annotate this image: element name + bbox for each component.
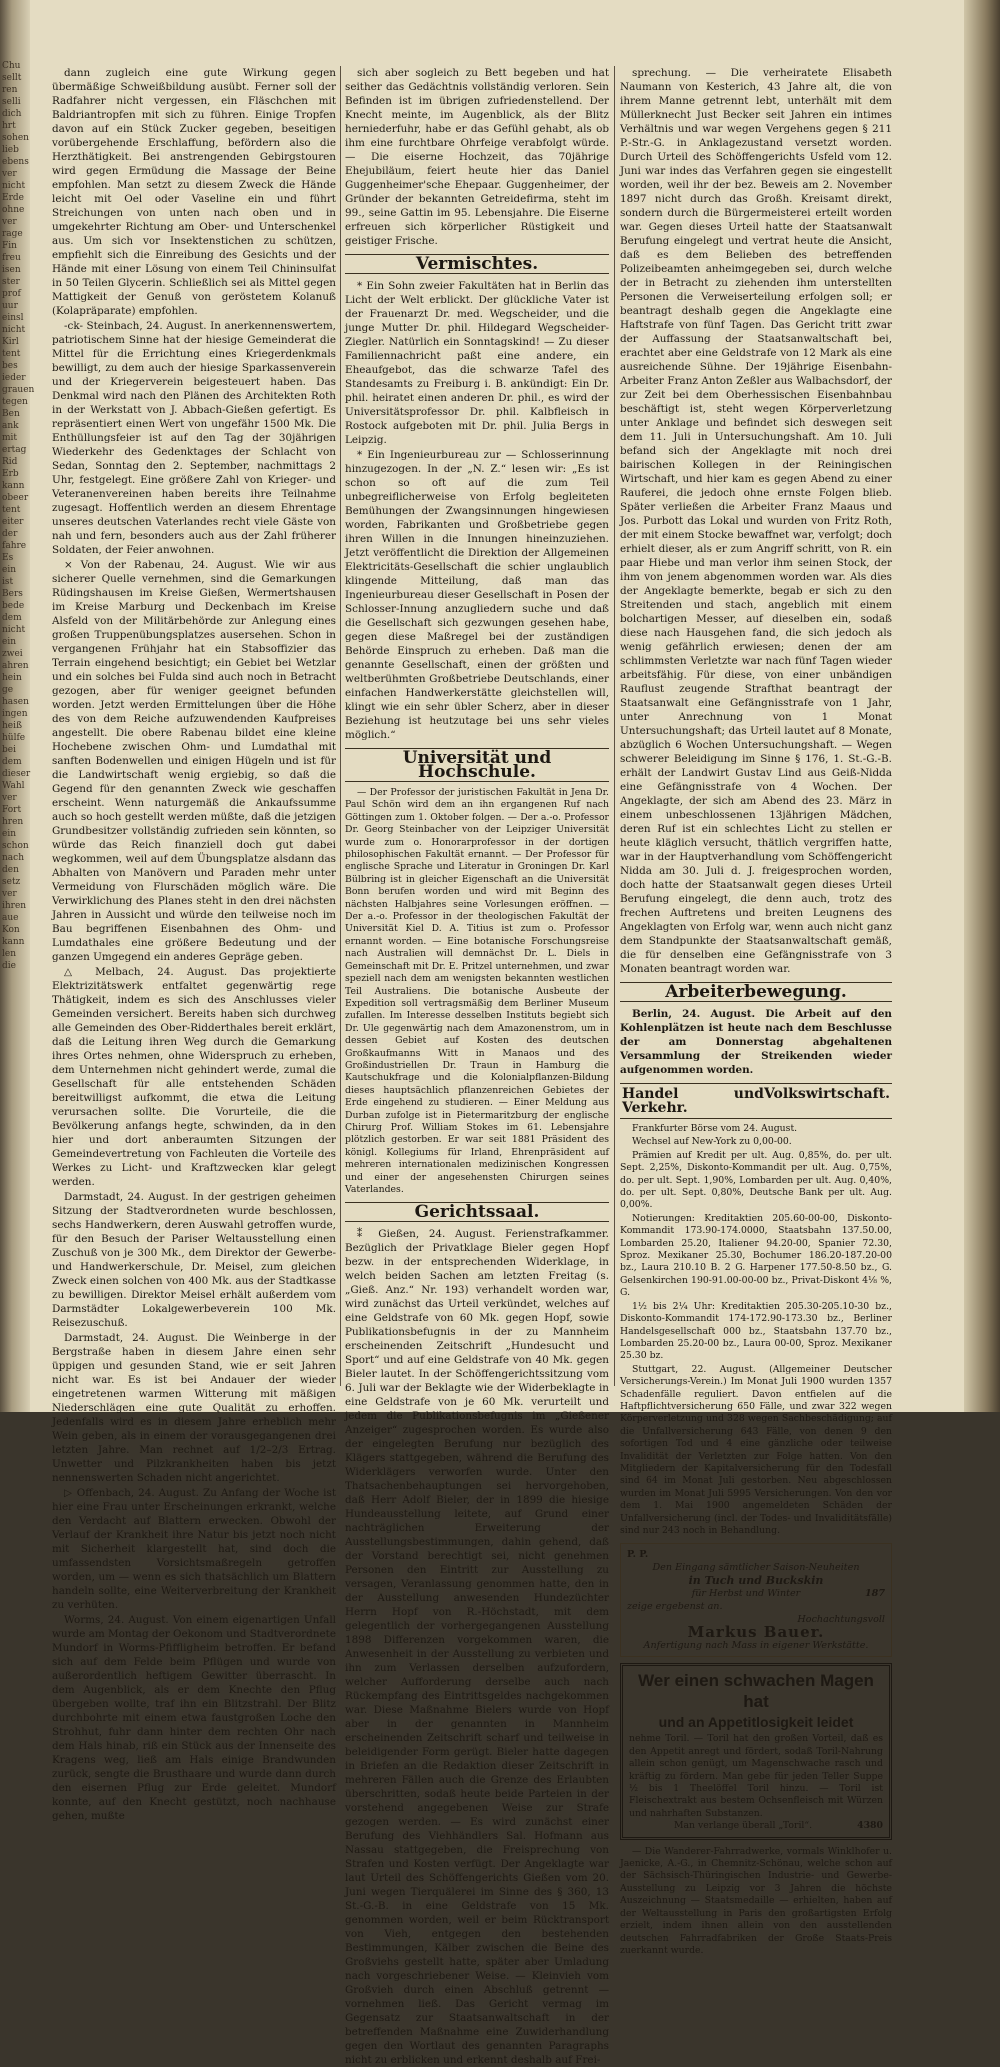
strip-line: Fin <box>2 241 17 251</box>
strip-line: ingen <box>2 709 28 719</box>
section-title-gerichtssaal: Gerichtssaal. <box>345 1202 609 1222</box>
strip-line: aue <box>2 913 19 923</box>
strip-line: dem <box>2 613 22 623</box>
strip-line: ster <box>2 277 20 287</box>
strip-line: ertag <box>2 445 27 455</box>
paragraph: Prämien auf Kredit per ult. Aug. 0,85%, do. per ult. Sept. 2,25%, Diskonto-Kommandit per ult. Aug. 0,75%, do. per ult. Sept. 1,90%, Lombarden per ult. Aug. 0,40%, do. per ult. Sept. 0,80%, Deutsche Bank per ult. Aug. 0,00%. <box>620 1149 892 1211</box>
header-volkswirtschaft: Volkswirtschaft. <box>763 1086 890 1102</box>
ad-greeting: Hochachtungsvoll <box>797 1614 885 1626</box>
strip-line: setz <box>2 877 21 887</box>
strip-line: Erb <box>2 469 19 479</box>
column-2 <box>345 66 609 2067</box>
strip-line: hren <box>2 817 24 827</box>
strip-line: zwei <box>2 649 23 659</box>
paragraph: Frankfurter Börse vom 24. August. <box>632 1123 798 1134</box>
strip-line: kann <box>2 481 25 491</box>
strip-line: rage <box>2 229 23 239</box>
paragraph: Stuttgart, 22. August. (Allgemeiner Deutscher Versicherungs-Verein.) Im Monat Juli 1900 wurden 1357 Schadenfälle reguliert. Davon entfielen auf die Haftpflichtversicherung 650 Fälle, und zwar 322 wegen Körperverletzung und 328 wegen Sachbeschädigung; auf die Unfallversicherung 643 Fälle, von denen 9 den sofortigen Tod und 4 eine gänzliche oder teilweise Invalidität der Verletzten zur Folge hatten. Von den Mitgliedern der Kapitalversicherung für den Todesfall sind 64 im Monat Juli gestorben. Neu abgeschlossen wurden im Monat Juli 5995 Versicherungen. Von den vor dem 1. Mai 1900 angemeldeten Schäden der Unfallversicherung (incl. der Todes- und Invaliditätsfälle) sind nur 243 noch in Behandlung. <box>620 1363 892 1536</box>
section-title-vermischtes: Vermischtes. <box>345 254 609 274</box>
paragraph: Notierungen: Kreditaktien 205.60-00-00, Diskonto-Kommandit 173.90-174.0000, Staatsbahn 137.50.00, Lombarden 25.20, Italiener 94.20-00, Spanier 72.30, Sproz. Mexikaner 25.30, Bochumer 186.20-187.20-00 bz., Laura 210.10 B. 2 G. Harpener 177.50-8.50 bz., G. Gelsenkirchen 190-91.00-00-00 bz., Privat-Diskont 4⅛ %, G. <box>620 1212 892 1299</box>
strip-line: len <box>2 949 17 959</box>
ad-pp: P. P. <box>627 1549 649 1561</box>
adjacent-page-strip <box>2 60 35 1360</box>
strip-line: ieder <box>2 373 26 383</box>
strip-line: Fort <box>2 805 22 815</box>
strip-line: schon <box>2 841 29 851</box>
strip-line: sellt <box>2 73 22 83</box>
strip-line: kann <box>2 937 25 947</box>
strip-line: obeer <box>2 493 29 503</box>
strip-line: dieser <box>2 769 31 779</box>
paragraph: * Ein Sohn zweier Fakultäten hat in Berlin das Licht der Welt erblickt. Der glückliche Vater ist der Frauenarzt Dr. med. Wegscheider, und die junge Mutter Dr. phil. Hildegard Wegscheider-Ziegler. Natürlich ein Sonntagskind! — Zu dieser Familiennachricht paßt eine andere, ein Eheaufgebot, das die schwarze Tafel des Standesamts zu Freiburg i. B. ankündigt: Ein Dr. phil. heiratet einen anderen Dr. phil., es wird der Universitätsprofessor Dr. phil. Kalbfleisch in Rostock aufgeboten mit Dr. phil. Julia Bergs in Leipzig. <box>345 280 609 446</box>
paragraph: — Die Wanderer-Fahrradwerke, vormals Winklhofer u. Jaenicke, A.-G., in Chemnitz-Schönau, welche schon auf der Sächsisch-Thüringischen Industrie- und Gewerbe-Ausstellung zu Leipzig vor 3 Jahren die höchste Auszeichnung — Staatsmedaille — erhielten, haben auf der Weltausstellung in Paris den großartigsten Erfolg erzielt, indem ihnen allein von den ausstellenden deutschen Fahrradfabriken der Große Staats-Preis zuerkannt wurde. <box>620 1845 892 1956</box>
strip-line: nicht <box>2 625 26 635</box>
column-rule-2 <box>614 66 615 1386</box>
paragraph: Darmstadt, 24. August. In der gestrigen geheimen Sitzung der Stadtverordneten wurde beschlossen, sechs Handwerkern, deren Auswahl getroffen wurde, für den Besuch der Pariser Weltausstellung einen Zuschuß von je 300 Mk., dem Direktor der Gewerbe- und Handwerkerschule, Dr. Meisel, zum gleichen Zweck einen solchen von 400 Mk. aus der Stadtkasse zu bewilligen. Direktor Meisel erhält außerdem vom Darmstädter Lokalgewerbeverein 100 Mk. Reisezuschuß. <box>52 1191 336 1329</box>
column-3 <box>620 66 892 1956</box>
ad-sig: zeige ergebenst an. <box>627 1601 723 1613</box>
paragraph: Darmstadt, 24. August. Die Weinberge in der Bergstraße haben in diesem Jahre einen sehr üppigen und gesunden Stand, wie er seit Jahren nicht war. Es ist bei Andauer der wieder eingetretenen warmen Witterung mit mäßigen Niederschlägen eine gute Qualität zu erhoffen. Jedenfalls wird es in diesem Jahre erheblich mehr Wein geben, als in einem der vorausgegangenen drei letzten Jahre. Man rechnet auf 1/2–2/3 Ertrag. Unwetter und Pilzkrankheiten haben bis jetzt nennenswerten Schaden nicht angerichtet. <box>52 1332 336 1484</box>
strip-line: ver <box>2 793 17 803</box>
strip-line: tent <box>2 505 21 515</box>
strip-line: der <box>2 529 18 539</box>
ad-intro: Den Eingang sämtlicher Saison-Neuheiten <box>652 1562 860 1574</box>
strip-line: uur <box>2 301 18 311</box>
strip-line: hein <box>2 673 22 683</box>
strip-line: lieb <box>2 145 19 155</box>
strip-line: ihren <box>2 901 27 911</box>
strip-line: dich <box>2 109 22 119</box>
paragraph: ⨯ Von der Rabenau, 24. August. Wie wir aus sicherer Quelle vernehmen, sind die Gemarkungen Rüdingshausen im Kreise Gießen, Wermertshausen im Kreise Marburg und Deckenbach im Kreise Alsfeld von der Militärbehörde zur Anlegung eines großen Truppenübungsplatzes ausersehen. Schon in vergangenen Frühjahr hat ein Stabsoffizier das Terrain eingehend besichtigt; ein Gebiet bei Wetzlar und ein solches bei Fulda sind auch noch in Betracht gezogen, aber für weniger geeignet befunden worden. Jetzt werden Ermittelungen über die Höhe des von dem Reiche aufzuwendenden Kaufpreises angestellt. Die obere Rabenau bildet eine kleine Hochebene zwischen Ohm- und Lumdathal mit sanften Bodenwellen und einigen Hügeln und ist für die Landwirtschaft wenig ergiebig, so daß die Gegend für den genannten Zweck wie geschaffen erscheint. Wenn naturgemäß die Ankaufssumme auch so hoch gestellt werden müßte, daß die jetzigen Grundbesitzer vollständig zufrieden sein könnten, so würde das Reich finanziell doch gut dabei wegkommen, weil auf dem Übungsplatze alsdann das Abhalten von Manövern und Paraden mehr unter Vermeidung von Flurschäden möglich wäre. Die Verwirklichung des Planes steht in den drei nächsten Jahren in Aussicht und würde den teilweise noch im Bau begriffenen Eisenbahnen des Ohm- und Lumdathales eine größere Bedeutung und der ganzen Umgegend ein anderes Gepräge geben. <box>52 559 336 963</box>
advertisement-markus-bauer <box>620 1543 892 1657</box>
strip-line: ein <box>2 637 17 647</box>
strip-line: Rid <box>2 457 18 467</box>
strip-line: die <box>2 961 16 971</box>
strip-line: den <box>2 865 19 875</box>
ad-mid2: für Herbst und Winter <box>691 1588 801 1600</box>
paragraph: * Ein Ingenieurbureau zur — Schlosserinnung hinzugezogen. In der „N. Z.“ lesen wir: „Es ist schon so oft auf die zum Teil unbegreiflicherweise von Erfolg begleiteten Bemühungen der Zwangsinnungen hingewiesen worden, Fabrikanten und Großbetriebe gegen ihren Willen in die Innungen hineinzuziehen. Jetzt veröffentlicht die Direktion der Allgemeinen Elektricitäts-Gesellschaft die schier unglaublich klingende Mitteilung, daß man das Ingenieurbureau dieser Gesellschaft in Posen der Schlosser-Innung anzugliedern suche und daß die Gesellschaft sich gezwungen gesehen habe, gegen diese Maßregel bei der zuständigen Behörde Einspruch zu erheben. Daß man die genannte Gesellschaft, einen der größten und weltberühmten Großbetriebe Deutschlands, einer einfachen Handwerkerstätte gleichstellen will, klingt wie ein sehr übler Scherz, aber in dieser Beziehung ist heutzutage bei uns sehr vieles möglich.“ <box>345 449 609 741</box>
ad-name: Markus Bauer. <box>687 1623 825 1642</box>
strip-line: dem <box>2 757 22 767</box>
strip-line: sohen <box>2 133 29 143</box>
strip-line: Ben <box>2 409 20 419</box>
strip-line: heiß <box>2 721 23 731</box>
strip-line: einsl <box>2 313 24 323</box>
strip-line: Bers <box>2 589 23 599</box>
header-handel: Handel und Verkehr. <box>622 1086 764 1116</box>
strip-line: Erde <box>2 193 24 203</box>
strip-line: nicht <box>2 325 26 335</box>
ad-mid: in Tuch und Buckskin <box>688 1574 824 1588</box>
paragraph: dann zugleich eine gute Wirkung gegen übermäßige Schweißbildung ausübt. Ferner soll der Radfahrer nicht vergessen, ein Fläschchen mit Baldriantropfen mit sich zu führen. Einige Tropfen davon auf ein Stück Zucker gegeben, beseitigen vorübergehende Erschlaffung, befördern also die Herzthätigkeit. Bei anstrengenden Gebirgstouren wird gegen Ermüdung die Massage der Beine empfohlen. Man setzt zu diesem Zweck die Hände leicht mit Oel oder Vaseline ein und führt Streichungen von unten nach oben und in umgekehrter Richtung am Ober- und Unterschenkel aus. Um sich vor Insektenstichen zu schützen, empfiehlt sich die Einreibung des Gesichts und der Hände mit einer Lösung von einem Teil Chininsulfat in 50 Teilen Glycerin. Schließlich sei als Mittel gegen Mattigkeit der Genuß von geröstetem Kolanuß (Kolapräparate) empfohlen. <box>52 67 336 317</box>
paragraph: 1½ bis 2¼ Uhr: Kreditaktien 205.30-205.10-30 bz., Diskonto-Kommandit 174-172.90-173.30 bz., Berliner Handelsgesellschaft 000 bz., Staatsbahn 137.70 bz., Lombarden 25.20-00 bz., Laura 00-00, Sproz. Mexikaner 25.30 bz. <box>620 1300 892 1362</box>
section-title-arbeiterbewegung: Arbeiterbewegung. <box>620 982 892 1002</box>
advertisement-toril <box>620 1663 892 1839</box>
strip-line: selli <box>2 97 21 107</box>
page-edge-right <box>964 0 1000 1412</box>
strip-line: ein <box>2 829 17 839</box>
column-1 <box>52 66 336 1822</box>
paragraph: ▷ Offenbach, 24. August. Zu Anfang der Woche ist hier eine Frau unter Erscheinungen erkrankt, welche den Verdacht auf Blattern erwecken. Obwohl der Verlauf der Krankheit ihre Natur bis jetzt noch nicht mit Sicherheit klargestellt hat, sind doch die umfassendsten Vorsichtsmaßregeln getroffen worden, um — wenn es sich thatsächlich um Blattern handeln sollte, eine Weiterverbreitung der Krankheit zu verhüten. <box>52 1487 336 1611</box>
strip-line: Kirl <box>2 337 19 347</box>
strip-line: ahren <box>2 661 29 671</box>
ad2-body: nehme Toril. — Toril hat den großen Vorteil, daß es den Appetit anregt und fördert, sodaß Toril-Nahrung allein schon genügt, um Magenschwache rasch und kräftig zu fördern. Man gebe für jeden Teller Suppe ½ bis 1 Theelöffel Toril hinzu. — Toril ist Fleischextrakt aus bestem Ochsenfleisch mit Würzen und nahrhaften Substanzen. <box>629 1733 883 1819</box>
column-rule-1 <box>340 66 341 1386</box>
strip-line: ohne <box>2 205 25 215</box>
ad2-headline-2: und an Appetitlosigkeit leidet <box>658 1714 854 1731</box>
ad2-footer: Man verlange überall „Toril“. <box>674 1820 813 1832</box>
strip-line: ebens <box>2 157 29 167</box>
finance-header <box>620 1083 892 1119</box>
strip-line: isen <box>2 265 21 275</box>
section-title-universitaet: Universität und Hochschule. <box>345 748 609 782</box>
strip-line: hasen <box>2 697 29 707</box>
paragraph: Wechsel auf New-York zu 0,00-00. <box>632 1136 792 1148</box>
ad2-number: 4380 <box>857 1820 883 1832</box>
strip-line: ver <box>2 169 17 179</box>
paragraph: Berlin, 24. August. Die Arbeit auf den Kohlenplätzen ist heute nach dem Beschlusse der am Donnerstag abgehaltenen Versammlung der Streikenden wieder aufgenommen worden. <box>620 1008 892 1076</box>
strip-line: bede <box>2 601 25 611</box>
strip-line: Chu <box>2 61 21 71</box>
paragraph: -ck- Steinbach, 24. August. In anerkennenswertem, patriotischem Sinne hat der hiesige Gemeinderat die Mittel für die Errichtung eines Kriegerdenkmals bewilligt, zu dem auch der hiesige Sparkassenverein und der Kriegerverein beigesteuert haben. Das Denkmal wird nach den Plänen des Architekten Roth in der Werkstatt von J. Abbach-Gießen gefertigt. Es repräsentiert einen Wert von ungefähr 1500 Mk. Die Enthüllungsfeier ist auf den Tag der 30jährigen Wiederkehr des Gedenktages der Schlacht von Sedan, Sonntag den 2. September, nachmittags 2 Uhr, festgelegt. Eine größere Zahl von Krieger- und Veteranenvereinen haben bereits ihre Teilnahme zugesagt. Hoffentlich werden an diesem Ehrentage unseres deutschen Vaterlandes recht viele Gäste von nah und fern, besonders auch aus der Zahl früherer Soldaten, der Feier anwohnen. <box>52 320 336 556</box>
strip-line: ein <box>2 565 17 575</box>
strip-line: freu <box>2 253 21 263</box>
strip-line: ank <box>2 421 19 431</box>
strip-line: tegen <box>2 397 28 407</box>
strip-line: hülfe <box>2 733 26 743</box>
ad2-headline-1: Wer einen schwachen Magen hat <box>638 1671 874 1712</box>
paragraph: Worms, 24. August. Von einem eigenartigen Unfall wurde am Montag der Oekonom und Stadtverordnete Mundorf in Worms-Pfiffligheim betroffen. Er befand sich auf dem Felde beim Pflügen und wurde von außerordentlich heftigem Gewitter überrascht. In dem Augenblick, als er dem Knechte den Pflug übergeben wollte, traf ihn ein Blitzstrahl. Der Blitz durchbohrte mit einem etwa faustgroßen Loche den Strohhut, fuhr dann hinter dem rechten Ohr nach dem Hals hinab, riß ein Stück aus der Innenseite des Kragens weg, ließ am Hals einige Brandwunden zurück, sengte die Brusthaare und wurde dann durch den eisernen Pflug zur Erde geleitet. Mundorf konnte, auf den Knecht gestützt, noch nachhause gehen, mußte <box>52 1614 336 1822</box>
strip-line: ren <box>2 85 18 95</box>
strip-line: ver <box>2 217 17 227</box>
strip-line: nicht <box>2 181 26 191</box>
ad-number: 187 <box>864 1588 885 1600</box>
paragraph: sich aber sogleich zu Bett begeben und hat seither das Gedächtnis vollständig verloren. Sein Befinden ist im übrigen zufriedenstellend. Der Knecht meinte, im Augenblick, als der Blitz herniederfuhr, habe er das Gefühl gehabt, als ob ihm eine furchtbare Ohrfeige verabfolgt würde. — Die eiserne Hochzeit, das 70jährige Ehejubiläum, feiert heute hier das Daniel Guggenheimer'sche Ehepaar. Guggenheimer, der Gründer der bekannten Getreidefirma, steht im 99., seine Gattin im 95. Lebensjahre. Die Eiserne erfreuen sich körperlicher Rüstigkeit und geistiger Frische. <box>345 67 609 247</box>
strip-line: Wahl <box>2 781 25 791</box>
strip-line: Kon <box>2 925 20 935</box>
strip-line: Es <box>2 553 14 563</box>
paragraph: ⁑ Gießen, 24. August. Ferienstrafkammer. Bezüglich der Privatklage Bieler gegen Hopf bezw. in der entsprechenden Widerklage, in welch beiden Sachen am letzten Freitag (s. „Gieß. Anz.“ Nr. 193) verhandelt worden war, wird zunächst das Urteil verkündet, welches auf eine Geldstrafe von 60 Mk. gegen Hopf, sowie Publikationsbefugnis in der zu Mannheim erscheinenden Zeitschrift „Hundesucht und Sport“ und auf eine Geldstrafe von 40 Mk. gegen Bieler lautet. In der Schöffengerichtssitzung vom 6. Juli war der Beklagte wie der Widerbeklagte in eine Geldstrafe von je 60 Mk. verurteilt und jedem die Publikationsbefugnis im „Gießener Anzeiger“ zugesprochen worden. Es wurde also der eingelegten Berufung nur bezüglich des Klägers stattgegeben, während die Berufung des Widerklägers verworfen wurde. Unter den Thatsachenbehauptungen sei hervorgehoben, daß Herr Adolf Bieler, der in 1899 die hiesige Hundeausstellung leitete, auf Grund einer nachträglichen Erweiterung der Ausstellungsbestimmungen, dahin gehend, daß der Vorstand berechtigt sei, nicht genehmen Personen den Eintritt zur Ausstellung zu versagen, Veranlassung genommen hatte, den in der Ausstellung anwesenden Hundezüchter Herrn Hopf von R.-Höchstadt, mit dem gelegentlich der vorhergegangenen Ausstellung 1898 Differenzen vorgekommen waren, die Anwesenheit in der Ausstellung zu verbieten und ihn zum Verlassen derselben aufzufordern, welcher Aufforderung derselbe auch nach Rückempfang des Eintrittsgeldes nachgekommen war. Diese Maßnahme Bielers wurde von Hopf aber in der genannten in Mannheim erscheinenden Zeitschrift scharf und teilweise in beleidigender Form gerügt. Bieler hatte dagegen in Briefen an die Redaktion dieser Zeitschrift in mehreren Fällen auch die Grenze des Erlaubten überschritten, sodaß heute beide Parteien in der vorstehend angegebenen Weise zur Strafe gezogen werden. — Es wird zunächst einer Berufung des Viehhändlers Sal. Hofmann aus Nassau stattgegeben, die Freisprechung von Strafen und Kosten verfügt. Der Angeklagte war laut Urteil des Schöffengerichts Gießen vom 20. Juni wegen Tierquälerei im Sinne des § 360, 13 St.-G.-B. in eine Geldstrafe von 15 Mk. genommen worden, weil er beim Rücktransport von Vieh, entgegen den bestehenden Bestimmungen, Kälber zwischen die Beine des Großviehs gestellt hatte, später aber Umladung nach vorgeschriebener Weise. — Kleinvieh vom Großvieh durch einen Abschluß getrennt — vornehmen ließ. Das Gericht vermag im Gegensatz zur Staatsanwaltschaft in der betreffenden Maßnahme eine Zuwiderhandlung gegen den Wortlaut des genannten Paragraphs nicht zu erblicken und erkennt deshalb auf Frei- <box>345 1228 609 2067</box>
strip-line: ge <box>2 685 14 695</box>
strip-line: ver <box>2 889 17 899</box>
strip-line: bei <box>2 745 16 755</box>
strip-line: ist <box>2 577 14 587</box>
strip-line: eiter <box>2 517 24 527</box>
paragraph: sprechung. — Die verheiratete Elisabeth Naumann von Kesterich, 43 Jahre alt, die von ihrem Manne getrennt lebt, unterhält mit dem Müllerknecht Just Becker seit Jahren ein intimes Verhältnis und war wegen Vergehens gegen § 211 P.-Str.-G. in Anklagezustand versetzt worden. Durch Urteil des Schöffengerichts Usfeld vom 12. Juni war indes das Verfahren gegen sie eingestellt worden, weil ihr der bez. Beweis am 2. November 1897 nicht durch das Großh. Kreisamt direkt, sondern durch die Bürgermeisterei erteilt worden war. Gegen dieses Urteil hatte der Staatsanwalt Berufung eingelegt und vertrat heute die Ansicht, daß es dem Belieben des betreffenden Polizeibeamten anheimgegeben sei, durch welche der in Betracht zu ziehenden ihm unterstellten Personen die Verweiserteilung erfolgen soll; er beantragt deshalb gegen die Angeklagte eine Haftstrafe von fünf Tagen. Das Gericht tritt zwar der Auffassung der Staatsanwaltschaft bei, erachtet aber eine Geldstrafe von 12 Mark als eine ausreichende Sühne. Der 19jährige Eisenbahn-Arbeiter Franz Anton Zeßler aus Walbachsdorf, der zur Zeit bei dem Oberhessischen Eisenbahnbau beschäftigt ist, steht wegen Körperverletzung unter Anklage und befindet sich deswegen seit dem 11. Juli in Untersuchungshaft. Am 10. Juli befand sich der Angeklagte mit noch drei bairischen Kollegen in der Reiningischen Wirtschaft, und hier kam es gegen Abend zu einer Rauferei, die jedoch ohne ernste Folgen blieb. Später verließen die Arbeiter Franz Maaus und Jos. Purbott das Lokal und wurden von Fritz Roth, der mit einem Stocke bewaffnet war, verfolgt; doch erhielt dieser, als er zum Angriff schritt, von R. ein paar Hiebe und man verlor ihm seinen Stock, der ihm von jenem abgenommen worden war. Als dies der Angeklagte bemerkte, begab er sich zu den Streitenden und stach, angeblich mit einem bolchartigen Messer, auf dieselben ein, sodaß diese nach Hausgehen fand, die sich jedoch als wenig gefährlich erwiesen; denen der am schlimmsten Verletzte war nach fünf Tagen wieder arbeitsfähig. Für diese, von einer unbändigen Rauflust zeugende Strafthat beantragt der Staatsanwalt eine Gefängnisstrafe von 1 Jahr, unter Anrechnung von 1 Monat Untersuchungshaft; das Urteil lautet auf 8 Monate, abzüglich 6 Wochen Untersuchungshaft. — Wegen schwerer Beleidigung im Sinne § 176, 1. St.-G.-B. erhält der Landwirt Gustav Lind aus Geiß-Nidda eine Gefängnisstrafe von 4 Wochen. Der Angeklagte, der sich am Abend des 23. März in einem unbeschlossenen 13jährigen Mädchen, deren Ruf ist ein schlechtes Licht zu stellen er heute kläglich versucht, thätlich vergriffen hatte, war in der Hauptverhandlung vom Schöffengericht Nidda am 30. Juli d. J. freigesprochen worden, doch hatte der Staatsanwalt gegen dieses Urteil Berufung eingelegt, die denn auch, trotz des frechen Auftretens und breiten Leugnens des Angeklagten von Erfolg war, wenn auch nicht ganz dem Standpunkte der Staatsanwaltschaft gemäß, die für denselben eine Gefängnisstrafe von 3 Monaten beantragt worden war. <box>620 67 892 975</box>
strip-line: hrt <box>2 121 16 131</box>
strip-line: fahre <box>2 541 27 551</box>
paragraph: △ Melbach, 24. August. Das projektierte Elektrizitätswerk entfaltet gegenwärtig rege Thätigkeit, indem es sich des Anschlusses vieler Gemeinden versichert. Bereits haben sich durchweg alle Gemeinden des Ober-Ridderthales bereit erklärt, daß die Leitung ihren Weg durch die Gemarkung ihres Ortes nehmen, ohne Widerspruch zu erheben, dem Unternehmen nicht gehindert werde, zumal die Gesellschaft für alle entstehenden Schäden bereitwilligst aufkommt, die etwa die Leitung verursachen sollte. Die Vorurteile, die die Bevölkerung anfangs hegte, schwinden, da in den hier und dort anberaumten Sitzungen der Gemeindevertretung von Fachleuten die Vorteile des Werkes zu Licht- und Kraftzwecken klar gelegt werden. <box>52 966 336 1188</box>
paragraph: — Der Professor der juristischen Fakultät in Jena Dr. Paul Schön wird dem an ihn ergangenen Ruf nach Göttingen zum 1. Oktober folgen. — Der a.-o. Professor Dr. Georg Steinbacher von der Leipziger Universität wurde zum o. Honorarprofessor in der dortigen philosophischen Fakultät ernannt. — Der Professor für englische Sprache und Literatur in Groningen Dr. Karl Bülbring ist in gleicher Eigenschaft an die Universität Bonn berufen worden und wird mit Beginn des nächsten Halbjahres seine Vorlesungen eröffnen. — Der a.-o. Professor in der theologischen Fakultät der Universität Kiel D. A. Titius ist zum o. Professor ernannt worden. — Eine botanische Forschungsreise nach Australien will demnächst Dr. L. Diels in Gemeinschaft mit Dr. E. Pritzel unternehmen, und zwar speziell nach dem am wenigsten bekannten westlichen Teil Australiens. Die botanische Ausbeute der Expedition soll vertragsmäßig dem Berliner Museum zufallen. Im Interesse desselben Instituts begiebt sich Dr. Ule gegenwärtig nach dem Amazonenstrom, um in dessen Gebiet auf Kosten des deutschen Großkaufmanns Witt in Manaos und des Großindustriellen Dr. Traun in Hamburg die Kautschukfrage und die Kolonialpflanzen-Bildung dieses hauptsächlich pflanzenreichen Gebietes der Erde eingehend zu studieren. — Einer Meldung aus Durban zufolge ist in Pietermaritzburg der englische Chirurg Prof. William Stokes im 61. Lebensjahre plötzlich gestorben. Er war seit 1881 Präsident des königl. Kollegiums für Irland, Ehrenpräsident auf mehreren internationalen medizinischen Kongressen und einer der angesehensten Chirurgen seines Vaterlandes. <box>345 787 609 1195</box>
strip-line: nach <box>2 853 24 863</box>
strip-line: bes <box>2 361 18 371</box>
strip-line: mit <box>2 433 18 443</box>
strip-line: grauen <box>2 385 35 395</box>
strip-line: tent <box>2 349 21 359</box>
ad-footer: Anfertigung nach Mass in eigener Werkstätte. <box>643 1640 869 1652</box>
strip-line: prof <box>2 289 21 299</box>
